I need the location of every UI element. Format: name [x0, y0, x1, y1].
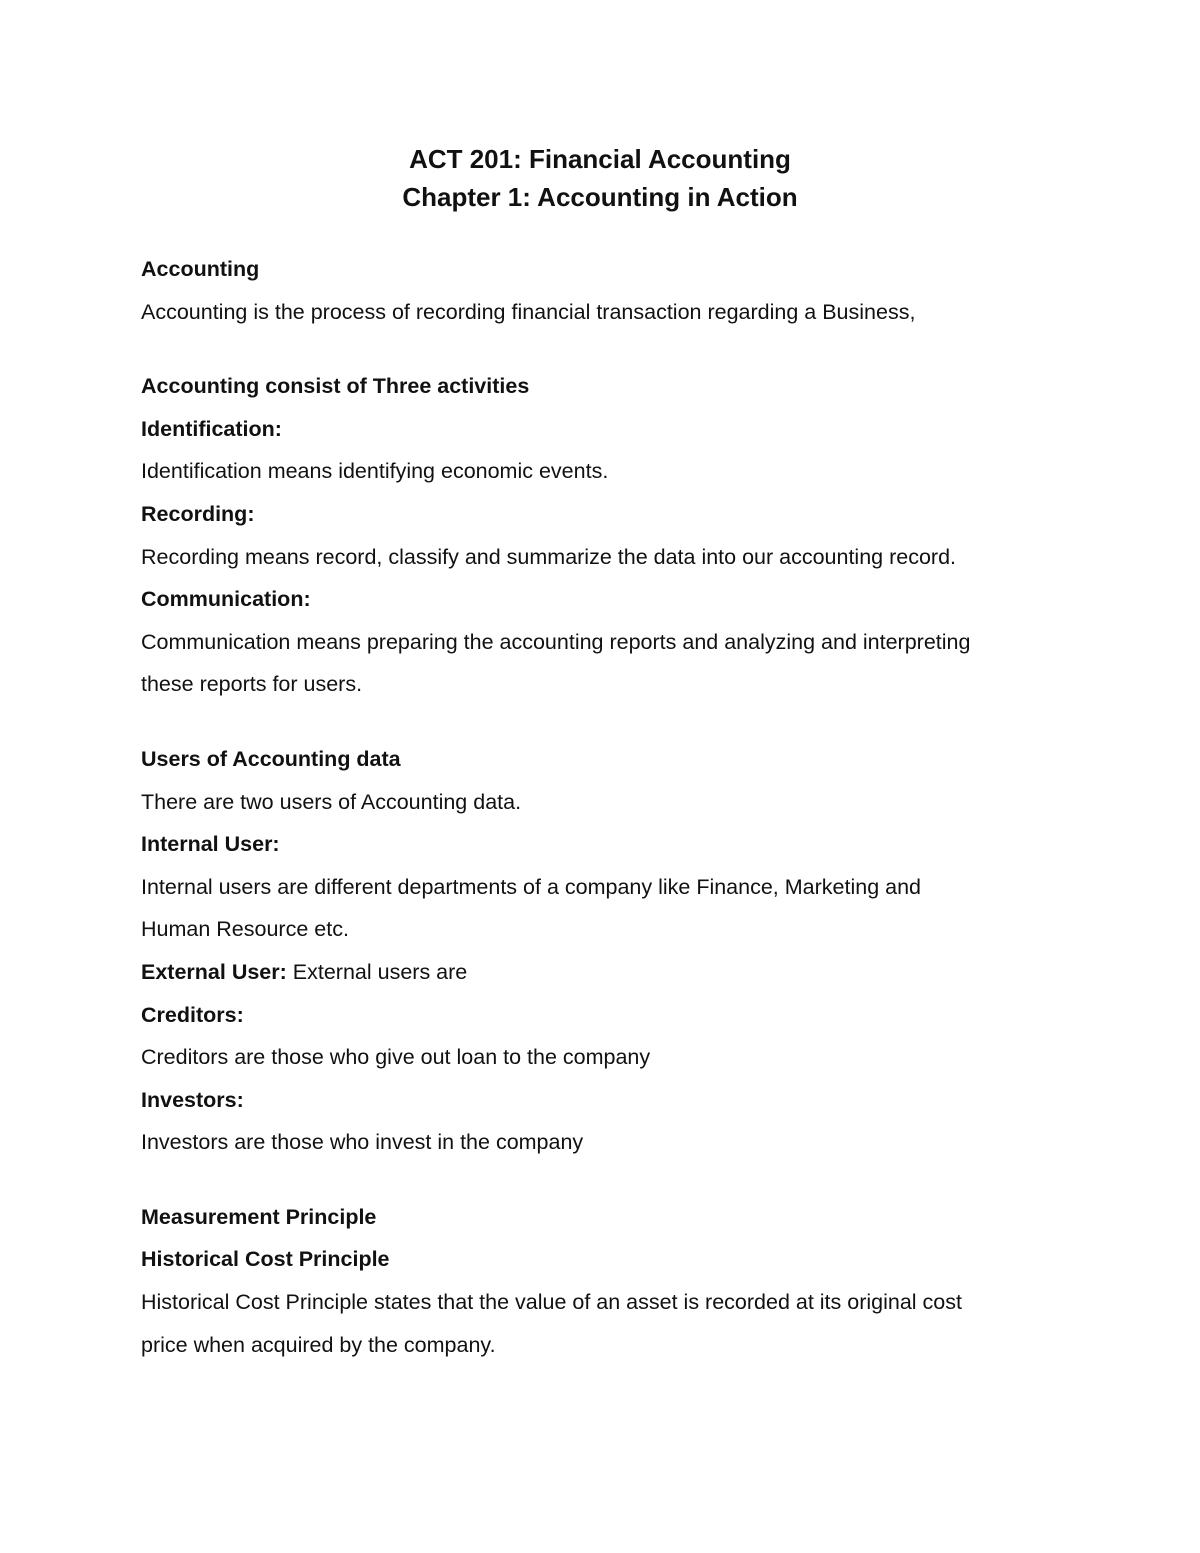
chapter-title: Chapter 1: Accounting in Action: [402, 182, 798, 212]
spacer: [141, 1164, 1071, 1196]
creditors-label: Creditors:: [141, 1002, 244, 1027]
communication-label: Communication:: [141, 587, 311, 612]
accounting-definition: Accounting is the process of recording financial transaction regarding a Business,: [141, 299, 916, 324]
recording-label: Recording:: [141, 501, 255, 526]
identification-text: Identification means identifying economic events.: [141, 459, 609, 484]
investors-text: Investors are those who invest in the company: [141, 1130, 584, 1155]
document-body: [141, 248, 1071, 1366]
identification-label: Identification:: [141, 416, 282, 441]
communication-text-line2: these reports for users.: [141, 672, 363, 697]
users-intro: There are two users of Accounting data.: [141, 789, 522, 814]
document-title: ACT 201: Financial Accounting: [409, 144, 791, 174]
internal-user-label: Internal User:: [141, 832, 280, 857]
spacer: [141, 706, 1071, 738]
spacer: [141, 333, 1071, 365]
historical-cost-heading: Historical Cost Principle: [141, 1247, 390, 1272]
title-block: [0, 140, 1200, 216]
external-user-text: External users are: [286, 959, 468, 984]
historical-cost-text-line1: Historical Cost Principle states that the value of an asset is recorded at its original cost: [141, 1290, 962, 1315]
historical-cost-text-line2: price when acquired by the company.: [141, 1332, 496, 1357]
recording-text: Recording means record, classify and summarize the data into our accounting record.: [141, 544, 957, 569]
communication-text-line1: Communication means preparing the accounting reports and analyzing and interpreting: [141, 629, 971, 654]
section-heading-measurement: Measurement Principle: [141, 1204, 377, 1229]
investors-label: Investors:: [141, 1087, 244, 1112]
external-user-label: External User:: [141, 959, 287, 984]
external-user-line: [141, 951, 1071, 994]
section-heading-accounting: Accounting: [141, 257, 260, 281]
creditors-text: Creditors are those who give out loan to the company: [141, 1045, 651, 1070]
section-heading-users: Users of Accounting data: [141, 746, 401, 771]
internal-user-text-line2: Human Resource etc.: [141, 917, 349, 942]
section-heading-activities: Accounting consist of Three activities: [141, 374, 530, 399]
internal-user-text-line1: Internal users are different departments of a company like Finance, Marketing and: [141, 874, 921, 899]
